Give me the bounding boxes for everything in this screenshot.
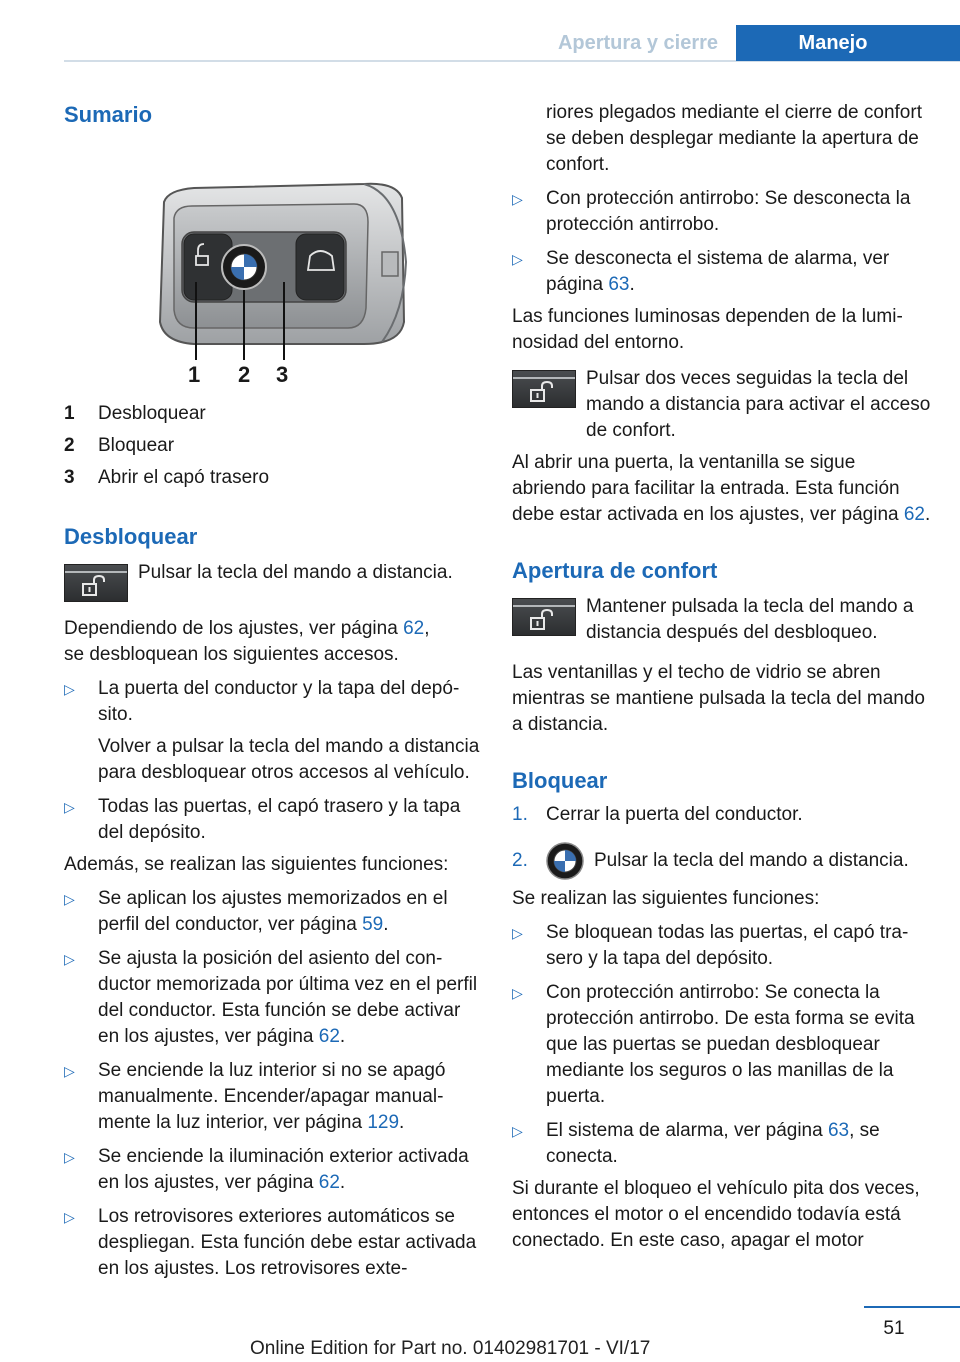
bullet-item xyxy=(64,1204,482,1282)
ventanilla-text: Al abrir una puerta, la ventanilla se sigue abriendo para facilitar la entrada. Esta función debe estar activada en los ajustes, ver página xyxy=(512,452,904,525)
key-fob-figure xyxy=(64,132,482,390)
desbloquear-icon-text: Pulsar la tecla del mando a distancia. xyxy=(138,562,453,583)
figure-label-1: 1 xyxy=(188,362,201,387)
legend-label: Bloquear xyxy=(98,435,175,456)
dep-line-2: se desbloquean los siguientes accesos. xyxy=(64,644,399,665)
bullet-item xyxy=(64,676,482,786)
unlock-icon xyxy=(530,381,560,403)
footer-rule xyxy=(864,1306,960,1308)
page-link[interactable]: 62 xyxy=(403,618,425,639)
bullet-text-end: . xyxy=(399,1112,405,1133)
ordered-step xyxy=(512,842,932,880)
continuation-item xyxy=(512,100,932,178)
bullet-text: Con protección antirrobo: Se conecta la protección antirrobo. De esta forma se evita que las puertas se puedan desbloquear mediante los seguros o las manillas de la puerta. xyxy=(546,982,915,1107)
bullet-text-end: . xyxy=(383,914,389,935)
bullet-item xyxy=(64,886,482,938)
page-link[interactable]: 62 xyxy=(318,1172,340,1193)
edition-note: Online Edition for Part no. 01402981701 - VI/17 xyxy=(250,1338,651,1359)
bullet-text: Los retrovisores exteriores automáticos se despliegan. Esta función debe estar activada en los ajustes. Los retrovisores exte- xyxy=(98,1206,477,1279)
luminosas-paragraph: Las funciones luminosas dependen de la luminosidad del entorno. xyxy=(512,306,903,353)
bullet-text-end: . xyxy=(629,274,635,295)
bullet-triangle-icon: ▷ xyxy=(512,925,523,941)
page-link[interactable]: 62 xyxy=(903,504,925,525)
bullet-text xyxy=(98,946,482,1050)
bullet-triangle-icon: ▷ xyxy=(512,191,523,207)
bullet-text-part: Se enciende la luz interior si no se apagó manualmente. Encender/apagar manualmente la luz interior, ver página xyxy=(98,1060,446,1133)
step-number: 2. xyxy=(512,850,528,871)
legend-number: 1 xyxy=(64,403,75,424)
continuation-text: riores plegados mediante el cierre de confort se deben desplegar mediante la apertura de confort. xyxy=(546,102,922,175)
confort-instruction xyxy=(512,594,932,646)
right-column xyxy=(512,100,932,1254)
legend-list xyxy=(64,398,482,494)
header-section-tab[interactable]: Apertura y cierre xyxy=(557,31,719,54)
apertura-confort-heading: Apertura de confort xyxy=(512,558,718,583)
bullet-item xyxy=(512,920,932,972)
ventanilla-paragraph xyxy=(512,450,932,528)
unlock-key-icon xyxy=(512,370,576,408)
step-text: Cerrar la puerta del conductor. xyxy=(546,804,803,825)
bullet-triangle-icon: ▷ xyxy=(64,891,75,907)
dependiendo-paragraph xyxy=(64,616,482,668)
legend-label: Abrir el capó trasero xyxy=(98,467,270,488)
bullet-item xyxy=(512,980,932,1110)
bullet-item xyxy=(64,794,482,846)
bmw-logo-key-icon xyxy=(546,842,584,880)
bullet-item xyxy=(512,186,932,238)
desbloquear-instruction xyxy=(64,560,482,602)
bullet-item xyxy=(64,1144,482,1196)
bullet-text-end: , se conecta. xyxy=(546,1120,880,1167)
bullet-text xyxy=(546,246,932,298)
bullet-text xyxy=(98,1144,482,1196)
page-link[interactable]: 63 xyxy=(608,274,630,295)
legend-label: Desbloquear xyxy=(98,403,206,424)
bullet-text xyxy=(98,886,482,938)
bullet-text: Con protección antirrobo: Se desconecta la protección antirrobo. xyxy=(546,188,911,235)
bullet-triangle-icon: ▷ xyxy=(64,951,75,967)
se-realizan-paragraph: Se realizan las siguientes funciones: xyxy=(512,888,820,909)
legend-item xyxy=(64,462,482,494)
step-number: 1. xyxy=(512,804,528,825)
ordered-step xyxy=(512,802,932,828)
bullet-triangle-icon: ▷ xyxy=(512,985,523,1001)
ademas-paragraph: Además, se realizan las siguientes funciones: xyxy=(64,854,449,875)
page-link[interactable]: 129 xyxy=(367,1112,400,1133)
final-paragraph: Si durante el bloqueo el vehículo pita dos veces, entonces el motor o el encendido todavía está conectado. En este caso, apagar el motor xyxy=(512,1178,920,1251)
step-text: Pulsar la tecla del mando a distancia. xyxy=(594,850,909,871)
bullet-triangle-icon: ▷ xyxy=(64,1063,75,1079)
page-link[interactable]: 63 xyxy=(827,1120,850,1141)
sumario-heading: Sumario xyxy=(64,102,153,127)
bullet-triangle-icon: ▷ xyxy=(512,251,523,267)
legend-number: 2 xyxy=(64,435,75,456)
dos-veces-instruction xyxy=(512,366,932,444)
ventanillas-techo-paragraph: Las ventanillas y el techo de vidrio se abren mientras se mantiene pulsada la tecla del mando a distancia. xyxy=(512,662,925,735)
dep-text-end: , xyxy=(424,618,430,639)
bullet-text-part: Se enciende la iluminación exterior activada en los ajustes, ver página xyxy=(98,1146,469,1193)
unlock-key-icon xyxy=(512,598,576,636)
bullet-text-part: Se desconecta el sistema de alarma, ver página xyxy=(546,248,890,295)
bullet-item xyxy=(512,246,932,298)
bullet-triangle-icon: ▷ xyxy=(64,1149,75,1165)
page-link[interactable]: 62 xyxy=(318,1026,340,1047)
left-column xyxy=(64,100,482,1282)
bullet-subtext: Volver a pulsar la tecla del mando a distancia para desbloquear otros accesos al vehículo. xyxy=(98,736,480,783)
bullet-item xyxy=(64,1058,482,1136)
bullet-text xyxy=(546,1118,932,1170)
bullet-triangle-icon: ▷ xyxy=(64,1209,75,1225)
bullet-triangle-icon: ▷ xyxy=(64,799,75,815)
bullet-item xyxy=(64,946,482,1050)
page-link[interactable]: 59 xyxy=(362,914,384,935)
bullet-text-end: . xyxy=(339,1026,346,1047)
bullet-triangle-icon: ▷ xyxy=(64,681,75,697)
page-number: 51 xyxy=(883,1318,905,1339)
bullet-text-end: . xyxy=(339,1172,346,1193)
bullet-text-part: Se ajusta la posición del asiento del conductor memorizada por última vez en el perfil del conductor. Esta función se debe activar en los ajustes, ver página xyxy=(98,948,478,1047)
bullet-triangle-icon: ▷ xyxy=(512,1123,523,1139)
figure-label-2: 2 xyxy=(238,362,251,387)
legend-item xyxy=(64,398,482,430)
bullet-text xyxy=(98,1058,482,1136)
confort-icon-text: Mantener pulsada la tecla del mando a distancia después del desbloqueo. xyxy=(586,596,914,643)
bloquear-heading: Bloquear xyxy=(512,768,608,793)
legend-item xyxy=(64,430,482,462)
bullet-text-part: El sistema de alarma, ver página xyxy=(546,1120,828,1141)
key-fob-illustration xyxy=(64,132,482,390)
figure-label-3: 3 xyxy=(276,362,289,387)
header-chapter-tab[interactable]: Manejo xyxy=(736,25,960,61)
unlock-key-icon xyxy=(64,564,128,602)
bullet-text: Todas las puertas, el capó trasero y la tapa del depósito. xyxy=(98,796,461,843)
bullet-text-part: Se aplican los ajustes memorizados en el perfil del conductor, ver página xyxy=(98,888,448,935)
dos-veces-text: Pulsar dos veces seguidas la tecla del mando a distancia para activar el acceso de confort. xyxy=(586,368,931,441)
unlock-icon xyxy=(530,609,560,631)
bullet-text: La puerta del conductor y la tapa del depósito. xyxy=(98,678,460,725)
desbloquear-heading: Desbloquear xyxy=(64,524,198,549)
unlock-icon xyxy=(82,575,112,597)
bullet-text: Se bloquean todas las puertas, el capó trasero y la tapa del depósito. xyxy=(546,922,909,969)
ventanilla-text-end: . xyxy=(925,504,931,525)
dep-text: Dependiendo de los ajustes, ver página xyxy=(64,618,404,639)
legend-number: 3 xyxy=(64,467,75,488)
bullet-item xyxy=(512,1118,932,1170)
